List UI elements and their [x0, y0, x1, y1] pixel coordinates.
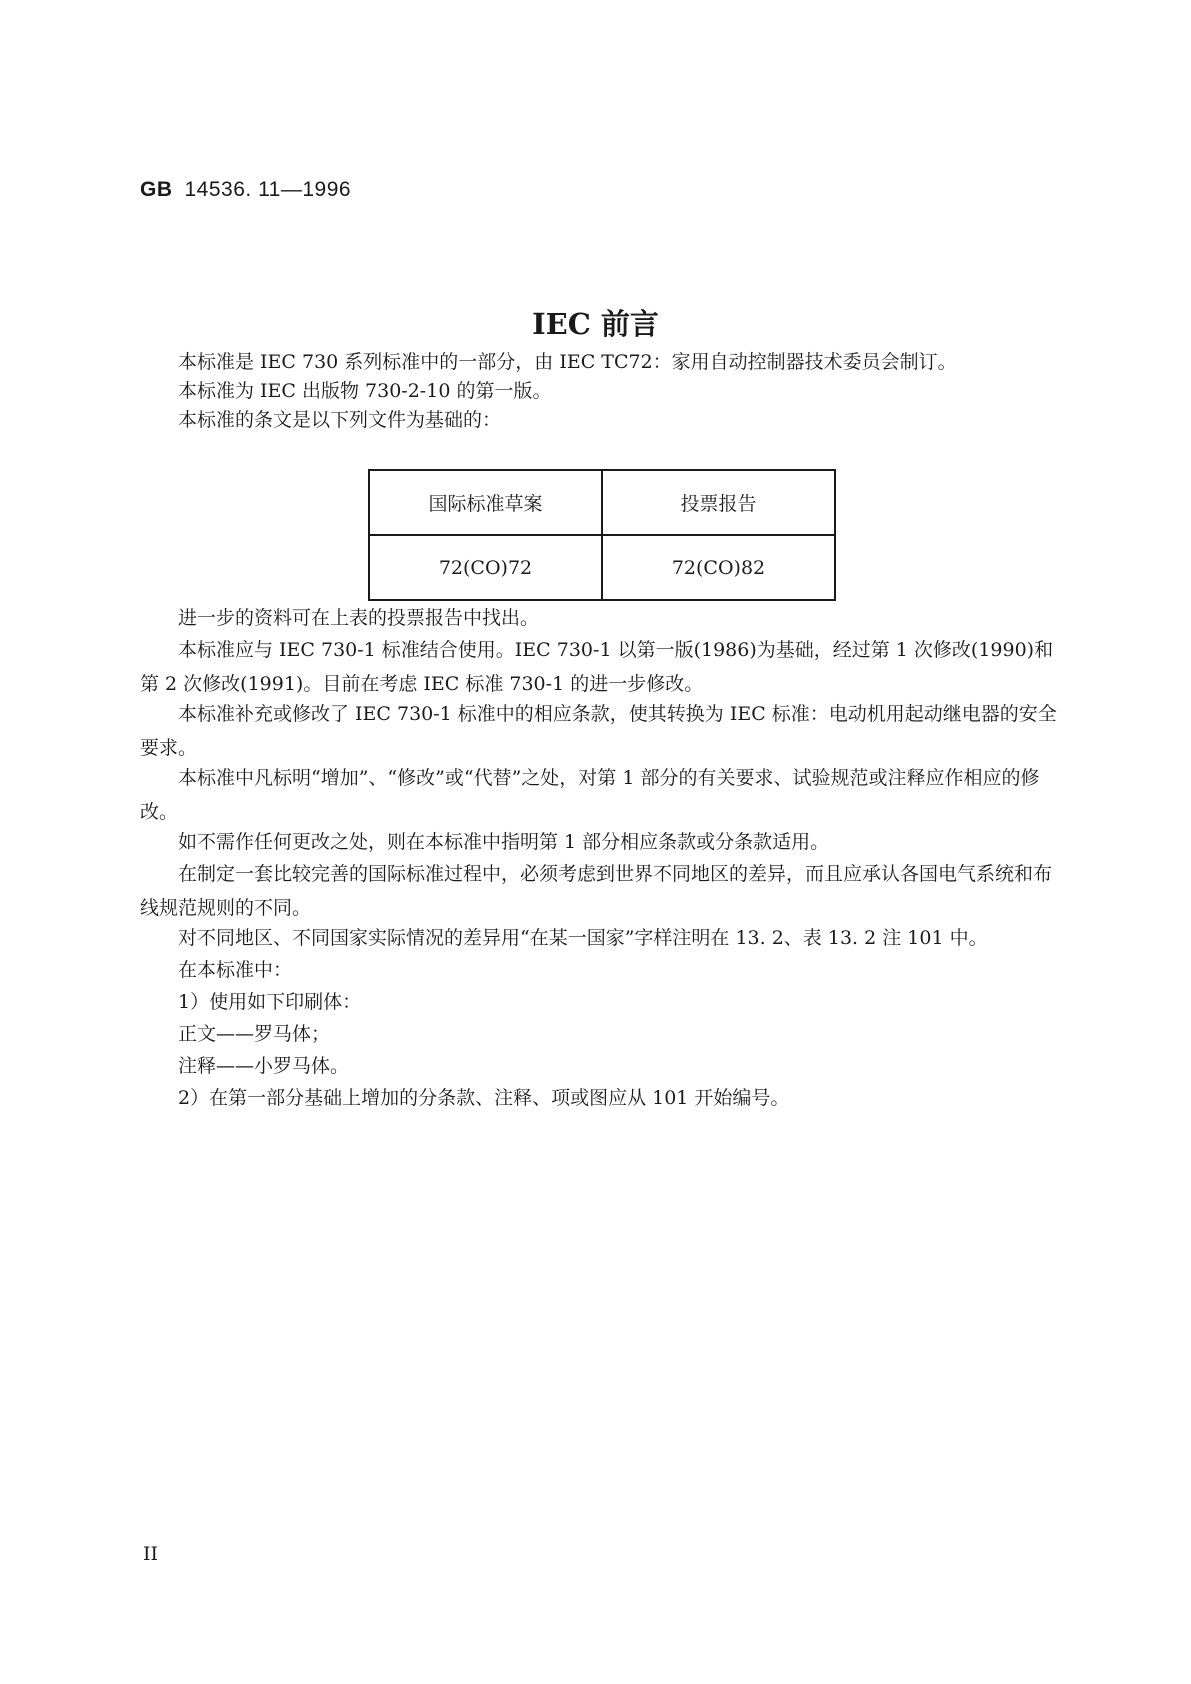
standard-code: 14536. 11—1996 [184, 178, 352, 201]
table-cell-vote-report: 72(CO)82 [602, 535, 835, 600]
list-item-notes: 注释——小罗马体。 [178, 1055, 350, 1077]
paragraph-country-note: 对不同地区、不同国家实际情况的差异用“在某一国家”字样注明在 13. 2、表 13. 2 注 101 中。 [178, 927, 988, 949]
paragraph-regional: 在制定一套比较完善的国际标准过程中，必须考虑到世界不同地区的差异，而且应承认各国电气系统和布线规范规则的不同。 [140, 863, 1053, 919]
intro-paragraph-1: 本标准是 IEC 730 系列标准中的一部分，由 IEC TC72：家用自动控制器技术委员会制订。 [178, 351, 957, 373]
table-header-vote-report: 投票报告 [602, 470, 835, 535]
table-header-row [369, 470, 835, 535]
list-item-body-text: 正文——罗马体； [178, 1023, 331, 1045]
list-item-numbering: 2）在第一部分基础上增加的分条款、注释、项或图应从 101 开始编号。 [178, 1087, 790, 1109]
intro-paragraph-2: 本标准为 IEC 出版物 730-2-10 的第一版。 [178, 380, 552, 402]
intro-paragraph-3: 本标准的条文是以下列文件为基础的： [178, 409, 502, 431]
paragraph-further-info: 进一步的资料可在上表的投票报告中找出。 [178, 607, 540, 629]
table-cell-draft: 72(CO)72 [369, 535, 602, 600]
standard-prefix: GB [140, 178, 173, 201]
page-title: IEC 前言 [532, 307, 659, 341]
paragraph-marking: 本标准中凡标明“增加”、“修改”或“代替”之处，对第 1 部分的有关要求、试验规范或注释应作相应的修改。 [140, 767, 1040, 823]
paragraph-usage: 本标准应与 IEC 730-1 标准结合使用。IEC 730-1 以第一版(1986)为基础，经过第 1 次修改(1990)和第 2 次修改(1991)。目前在考虑 IEC 标准 730-1 的进一步修改。 [140, 639, 1054, 695]
paragraph-in-standard: 在本标准中： [178, 959, 293, 981]
paragraph-supplement: 本标准补充或修改了 IEC 730-1 标准中的相应条款，使其转换为 IEC 标准：电动机用起动继电器的安全要求。 [140, 703, 1057, 759]
reference-table [368, 469, 836, 601]
document-header [140, 178, 351, 202]
paragraph-no-change: 如不需作任何更改之处，则在本标准中指明第 1 部分相应条款或分条款适用。 [178, 831, 830, 853]
list-item-typeface: 1）使用如下印刷体： [178, 991, 362, 1013]
page-number: II [143, 1543, 159, 1565]
table-row [369, 535, 835, 600]
table-header-draft: 国际标准草案 [369, 470, 602, 535]
